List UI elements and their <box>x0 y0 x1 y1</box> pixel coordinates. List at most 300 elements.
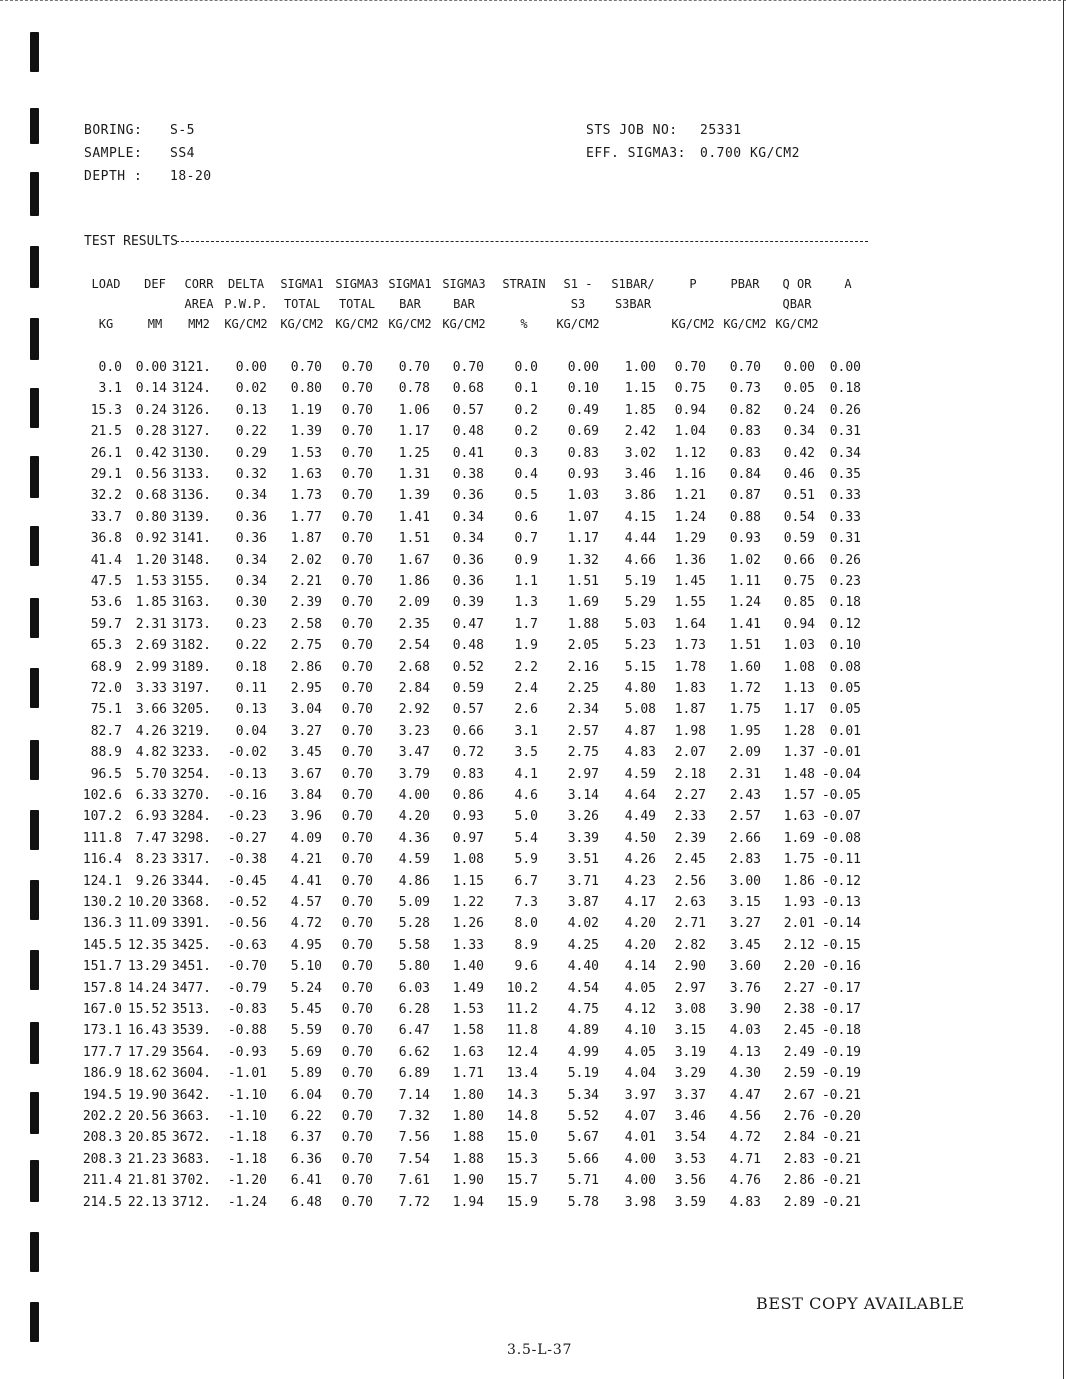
table-cell: 2.34 <box>567 702 599 718</box>
table-cell: 214.5 <box>82 1194 122 1210</box>
table-cell: 0.39 <box>452 595 484 611</box>
table-cell: 6.04 <box>290 1087 322 1103</box>
table-row <box>0 638 1066 659</box>
table-cell: 0.70 <box>341 1173 373 1189</box>
table-cell: 2.86 <box>783 1173 815 1189</box>
table-cell: 0.70 <box>341 638 373 654</box>
table-cell: 1.55 <box>674 595 706 611</box>
table-cell: 3.08 <box>674 1002 706 1017</box>
table-cell: 4.01 <box>624 1130 656 1146</box>
table-cell: 0.38 <box>452 467 484 482</box>
table-cell: 0.70 <box>341 531 373 547</box>
table-cell: 2.07 <box>674 745 706 761</box>
table-cell: 0.13 <box>235 402 267 418</box>
table-cell: 3477. <box>171 980 211 996</box>
table-cell: 1.19 <box>290 402 322 418</box>
table-cell: 0.34 <box>235 574 267 589</box>
table-cell: 0.70 <box>341 766 373 782</box>
table-cell: -0.21 <box>821 1087 861 1103</box>
table-cell: 8.23 <box>135 852 167 868</box>
table-cell: 3148. <box>171 552 211 568</box>
table-cell: 1.33 <box>452 937 484 953</box>
table-cell: -0.18 <box>821 1023 861 1039</box>
table-cell: 5.15 <box>624 659 656 675</box>
table-cell: 5.52 <box>567 1109 599 1124</box>
table-row <box>0 959 1066 980</box>
table-cell: 6.48 <box>290 1194 322 1210</box>
table-cell: 1.64 <box>674 616 706 632</box>
table-cell: 0.75 <box>783 574 815 589</box>
table-cell: 1.24 <box>674 509 706 525</box>
table-cell: 0.68 <box>452 381 484 397</box>
table-cell: 4.09 <box>290 830 322 846</box>
table-cell: 1.7 <box>514 616 538 632</box>
table-cell: 2.25 <box>567 681 599 696</box>
table-cell: 5.19 <box>624 574 656 589</box>
table-cell: 6.93 <box>135 809 167 825</box>
table-cell: 0.36 <box>452 574 484 589</box>
table-cell: 4.40 <box>567 959 599 975</box>
column-header-line: S3 <box>570 297 586 311</box>
table-row <box>0 1002 1066 1023</box>
table-cell: 0.59 <box>783 531 815 547</box>
table-cell: 15.7 <box>506 1173 538 1189</box>
table-cell: 0.94 <box>783 616 815 632</box>
table-cell: 11.09 <box>127 916 167 932</box>
table-cell: 3.67 <box>290 766 322 782</box>
table-cell: 3219. <box>171 723 211 739</box>
table-cell: -1.10 <box>227 1109 267 1124</box>
table-cell: 2.54 <box>398 638 430 654</box>
table-cell: 0.70 <box>341 830 373 846</box>
table-cell: 3451. <box>171 959 211 975</box>
column-header-line: S1BAR/ <box>611 277 655 291</box>
table-cell: 0.42 <box>135 445 167 461</box>
table-cell: 32.2 <box>90 488 122 504</box>
table-cell: 0.36 <box>235 509 267 525</box>
table-cell: 2.49 <box>783 1044 815 1060</box>
table-cell: 3.59 <box>674 1194 706 1210</box>
table-cell: 2.76 <box>783 1109 815 1124</box>
table-cell: 1.69 <box>783 830 815 846</box>
table-cell: 3.27 <box>290 723 322 739</box>
table-cell: 2.21 <box>290 574 322 589</box>
table-cell: 0.66 <box>783 552 815 568</box>
table-cell: 0.34 <box>452 509 484 525</box>
table-cell: 1.22 <box>452 895 484 910</box>
table-cell: -0.15 <box>821 937 861 953</box>
table-cell: 1.45 <box>674 574 706 589</box>
table-cell: 2.43 <box>729 788 761 803</box>
table-cell: 4.13 <box>729 1044 761 1060</box>
table-cell: 0.51 <box>783 488 815 504</box>
table-cell: 0.9 <box>514 552 538 568</box>
table-cell: 2.75 <box>567 745 599 761</box>
table-cell: 1.28 <box>783 723 815 739</box>
table-cell: 2.45 <box>674 852 706 868</box>
binder-mark <box>30 1302 39 1342</box>
column-header-line: BAR <box>399 297 421 311</box>
table-cell: 2.01 <box>783 916 815 932</box>
table-cell: 1.80 <box>452 1087 484 1103</box>
table-cell: 0.2 <box>514 402 538 418</box>
table-cell: 0.69 <box>567 424 599 440</box>
table-cell: 3.39 <box>567 830 599 846</box>
table-cell: 0.70 <box>341 574 373 589</box>
table-cell: 4.20 <box>624 916 656 932</box>
table-cell: 9.6 <box>514 959 538 975</box>
table-cell: 3197. <box>171 681 211 696</box>
table-cell: 3130. <box>171 445 211 461</box>
table-cell: 0.0 <box>98 360 122 375</box>
column-header-line: LOAD <box>91 277 121 291</box>
table-cell: 1.3 <box>514 595 538 611</box>
table-cell: 59.7 <box>90 616 122 632</box>
table-cell: 0.22 <box>235 424 267 440</box>
table-row <box>0 488 1066 509</box>
table-cell: 0.70 <box>341 937 373 953</box>
table-cell: 4.75 <box>567 1002 599 1017</box>
table-cell: 1.53 <box>290 445 322 461</box>
best-copy-note: BEST COPY AVAILABLE <box>756 1294 965 1313</box>
table-cell: 0.10 <box>829 638 861 654</box>
table-row <box>0 981 1066 1002</box>
table-cell: 1.86 <box>783 873 815 889</box>
table-cell: 145.5 <box>82 937 122 953</box>
table-cell: 3141. <box>171 531 211 547</box>
table-cell: 88.9 <box>90 745 122 761</box>
table-cell: 6.03 <box>398 980 430 996</box>
table-cell: 0.70 <box>341 1044 373 1060</box>
table-cell: 4.83 <box>729 1194 761 1210</box>
table-row <box>0 938 1066 959</box>
column-header-line: S3BAR <box>614 297 652 311</box>
table-cell: 0.33 <box>829 488 861 504</box>
table-cell: 0.80 <box>290 381 322 397</box>
table-cell: 4.72 <box>290 916 322 932</box>
table-row <box>0 360 1066 381</box>
table-cell: -0.38 <box>227 852 267 868</box>
table-cell: 0.35 <box>829 467 861 482</box>
table-row <box>0 617 1066 638</box>
column-header-line: KG/CM2 <box>335 317 379 331</box>
column-header-line: TOTAL <box>283 297 321 311</box>
table-cell: 7.14 <box>398 1087 430 1103</box>
table-cell: 1.83 <box>674 681 706 696</box>
table-cell: 0.42 <box>783 445 815 461</box>
table-cell: 1.41 <box>398 509 430 525</box>
table-cell: 3702. <box>171 1173 211 1189</box>
table-cell: 5.70 <box>135 766 167 782</box>
table-cell: 3425. <box>171 937 211 953</box>
table-cell: -0.83 <box>227 1002 267 1017</box>
table-cell: 1.53 <box>452 1002 484 1017</box>
table-cell: 0.70 <box>341 488 373 504</box>
table-cell: 1.85 <box>135 595 167 611</box>
table-cell: 6.28 <box>398 1002 430 1017</box>
table-cell: 0.24 <box>783 402 815 418</box>
table-cell: 0.70 <box>674 360 706 375</box>
table-cell: 4.25 <box>567 937 599 953</box>
table-cell: 4.47 <box>729 1087 761 1103</box>
table-cell: 1.48 <box>783 766 815 782</box>
table-cell: 107.2 <box>82 809 122 825</box>
section-rule <box>176 241 868 242</box>
table-cell: 0.70 <box>341 1151 373 1167</box>
table-cell: 3.1 <box>98 381 122 397</box>
table-cell: -0.63 <box>227 937 267 953</box>
table-cell: 0.24 <box>135 402 167 418</box>
table-cell: 0.70 <box>341 1087 373 1103</box>
table-cell: 3.15 <box>729 895 761 910</box>
boring-label: BORING: <box>84 123 143 138</box>
table-cell: 0.56 <box>135 467 167 482</box>
table-cell: 6.37 <box>290 1130 322 1146</box>
depth-label: DEPTH : <box>84 169 143 184</box>
table-cell: 3.19 <box>674 1044 706 1060</box>
table-cell: 4.71 <box>729 1151 761 1167</box>
table-cell: -0.14 <box>821 916 861 932</box>
table-cell: 0.5 <box>514 488 538 504</box>
table-cell: 2.33 <box>674 809 706 825</box>
table-cell: 2.56 <box>674 873 706 889</box>
table-cell: 1.06 <box>398 402 430 418</box>
table-cell: -0.88 <box>227 1023 267 1039</box>
table-cell: 1.86 <box>398 574 430 589</box>
table-cell: 0.6 <box>514 509 538 525</box>
table-cell: 1.21 <box>674 488 706 504</box>
table-cell: 3.04 <box>290 702 322 718</box>
table-cell: 211.4 <box>82 1173 122 1189</box>
table-cell: 2.38 <box>783 1002 815 1017</box>
table-cell: 1.63 <box>783 809 815 825</box>
table-cell: -0.05 <box>821 788 861 803</box>
table-cell: 1.75 <box>783 852 815 868</box>
table-row <box>0 531 1066 552</box>
table-cell: 6.47 <box>398 1023 430 1039</box>
table-cell: 4.41 <box>290 873 322 889</box>
table-cell: 1.03 <box>567 488 599 504</box>
table-cell: 5.71 <box>567 1173 599 1189</box>
table-cell: 4.56 <box>729 1109 761 1124</box>
table-cell: 15.3 <box>506 1151 538 1167</box>
table-cell: 0.10 <box>567 381 599 397</box>
table-row <box>0 874 1066 895</box>
table-cell: 1.67 <box>398 552 430 568</box>
table-cell: 2.97 <box>674 980 706 996</box>
table-cell: 5.29 <box>624 595 656 611</box>
table-cell: 11.8 <box>506 1023 538 1039</box>
table-cell: 3.26 <box>567 809 599 825</box>
table-cell: 2.27 <box>783 980 815 996</box>
table-cell: 2.83 <box>729 852 761 868</box>
table-cell: 4.66 <box>624 552 656 568</box>
table-cell: 17.29 <box>127 1044 167 1060</box>
table-cell: 194.5 <box>82 1087 122 1103</box>
table-cell: 4.03 <box>729 1023 761 1039</box>
table-cell: -0.45 <box>227 873 267 889</box>
table-cell: -0.23 <box>227 809 267 825</box>
table-cell: 2.84 <box>398 681 430 696</box>
table-cell: 0.48 <box>452 424 484 440</box>
binder-mark <box>30 32 39 72</box>
table-cell: 4.20 <box>624 937 656 953</box>
table-cell: -0.08 <box>821 830 861 846</box>
table-cell: 2.75 <box>290 638 322 654</box>
table-cell: -0.16 <box>821 959 861 975</box>
table-row <box>0 852 1066 873</box>
table-cell: 1.32 <box>567 552 599 568</box>
table-row <box>0 1088 1066 1109</box>
page-number: 3.5-L-37 <box>507 1342 573 1358</box>
table-cell: 1.15 <box>452 873 484 889</box>
table-cell: 0.14 <box>135 381 167 397</box>
table-cell: 5.34 <box>567 1087 599 1103</box>
column-header-line: KG/CM2 <box>442 317 486 331</box>
table-cell: 1.88 <box>452 1151 484 1167</box>
table-cell: 4.17 <box>624 895 656 910</box>
table-cell: 4.6 <box>514 788 538 803</box>
table-cell: 21.81 <box>127 1173 167 1189</box>
table-cell: 4.54 <box>567 980 599 996</box>
table-cell: 0.13 <box>235 702 267 718</box>
table-cell: 0.18 <box>829 595 861 611</box>
table-cell: -0.21 <box>821 1173 861 1189</box>
column-header-line: STRAIN <box>502 277 546 291</box>
table-cell: 0.26 <box>829 552 861 568</box>
table-cell: 3126. <box>171 402 211 418</box>
table-cell: 4.26 <box>135 723 167 739</box>
table-row <box>0 1130 1066 1151</box>
table-cell: 0.11 <box>235 681 267 696</box>
table-cell: 3233. <box>171 745 211 761</box>
table-cell: 1.73 <box>290 488 322 504</box>
table-cell: 1.87 <box>290 531 322 547</box>
column-header-line: SIGMA1 <box>388 277 432 291</box>
table-cell: 4.80 <box>624 681 656 696</box>
table-cell: 1.51 <box>729 638 761 654</box>
table-cell: 1.17 <box>783 702 815 718</box>
table-cell: 177.7 <box>82 1044 122 1060</box>
table-row <box>0 403 1066 424</box>
table-cell: -1.18 <box>227 1130 267 1146</box>
table-cell: 1.63 <box>452 1044 484 1060</box>
table-cell: 0.84 <box>729 467 761 482</box>
table-row <box>0 681 1066 702</box>
table-cell: 0.70 <box>341 509 373 525</box>
table-cell: 202.2 <box>82 1109 122 1124</box>
table-cell: 0.04 <box>235 723 267 739</box>
table-cell: 12.35 <box>127 937 167 953</box>
table-cell: 4.10 <box>624 1023 656 1039</box>
table-cell: 2.84 <box>783 1130 815 1146</box>
table-cell: 0.70 <box>341 445 373 461</box>
table-cell: 0.70 <box>341 552 373 568</box>
table-cell: 1.75 <box>729 702 761 718</box>
binder-mark <box>30 172 39 216</box>
table-cell: 0.00 <box>783 360 815 375</box>
table-cell: 0.08 <box>829 659 861 675</box>
table-cell: 5.45 <box>290 1002 322 1017</box>
table-cell: 2.09 <box>398 595 430 611</box>
table-cell: 0.70 <box>341 702 373 718</box>
table-cell: 0.70 <box>341 1066 373 1082</box>
table-cell: 5.59 <box>290 1023 322 1039</box>
table-cell: 2.68 <box>398 659 430 675</box>
table-cell: 3.97 <box>624 1087 656 1103</box>
table-cell: 0.70 <box>341 809 373 825</box>
table-cell: 1.08 <box>783 659 815 675</box>
table-cell: 1.88 <box>567 616 599 632</box>
table-cell: 65.3 <box>90 638 122 654</box>
column-header-line: KG <box>98 317 114 331</box>
table-cell: 2.4 <box>514 681 538 696</box>
sample-value: SS4 <box>170 146 195 161</box>
table-cell: 2.57 <box>729 809 761 825</box>
table-cell: 157.8 <box>82 980 122 996</box>
table-row <box>0 595 1066 616</box>
table-cell: 3.76 <box>729 980 761 996</box>
table-cell: 7.3 <box>514 895 538 910</box>
column-header-line: % <box>520 317 528 331</box>
table-cell: 3.1 <box>514 723 538 739</box>
table-cell: 0.7 <box>514 531 538 547</box>
table-cell: 5.24 <box>290 980 322 996</box>
table-cell: 1.17 <box>398 424 430 440</box>
table-cell: -0.52 <box>227 895 267 910</box>
table-cell: 3.14 <box>567 788 599 803</box>
table-cell: 4.04 <box>624 1066 656 1082</box>
table-cell: 0.30 <box>235 595 267 611</box>
column-header-line: TOTAL <box>338 297 376 311</box>
table-cell: 0.59 <box>452 681 484 696</box>
table-cell: 3344. <box>171 873 211 889</box>
table-cell: 3.5 <box>514 745 538 761</box>
table-cell: 3121. <box>171 360 211 375</box>
column-header-line: MM <box>147 317 163 331</box>
table-cell: 0.70 <box>341 788 373 803</box>
table-cell: 3712. <box>171 1194 211 1210</box>
table-cell: 0.93 <box>567 467 599 482</box>
table-cell: 0.31 <box>829 424 861 440</box>
table-cell: 0.70 <box>341 1002 373 1017</box>
table-cell: 0.18 <box>235 659 267 675</box>
table-cell: 0.2 <box>514 424 538 440</box>
table-cell: 4.00 <box>398 788 430 803</box>
table-cell: 1.04 <box>674 424 706 440</box>
table-cell: 20.56 <box>127 1109 167 1124</box>
table-cell: 5.9 <box>514 852 538 868</box>
table-cell: 0.85 <box>783 595 815 611</box>
table-cell: 0.70 <box>341 360 373 375</box>
table-cell: 0.78 <box>398 381 430 397</box>
table-cell: 13.29 <box>127 959 167 975</box>
table-row <box>0 660 1066 681</box>
table-cell: 1.17 <box>567 531 599 547</box>
table-cell: 1.90 <box>452 1173 484 1189</box>
table-cell: 7.72 <box>398 1194 430 1210</box>
table-row <box>0 1023 1066 1044</box>
column-header-line: A <box>844 277 852 291</box>
column-header-line: AREA <box>184 297 214 311</box>
table-cell: -0.21 <box>821 1194 861 1210</box>
table-cell: 0.70 <box>341 381 373 397</box>
table-cell: 4.64 <box>624 788 656 803</box>
table-cell: 3.02 <box>624 445 656 461</box>
table-cell: 1.41 <box>729 616 761 632</box>
column-header-line: MM2 <box>188 317 210 331</box>
table-cell: 4.00 <box>624 1173 656 1189</box>
